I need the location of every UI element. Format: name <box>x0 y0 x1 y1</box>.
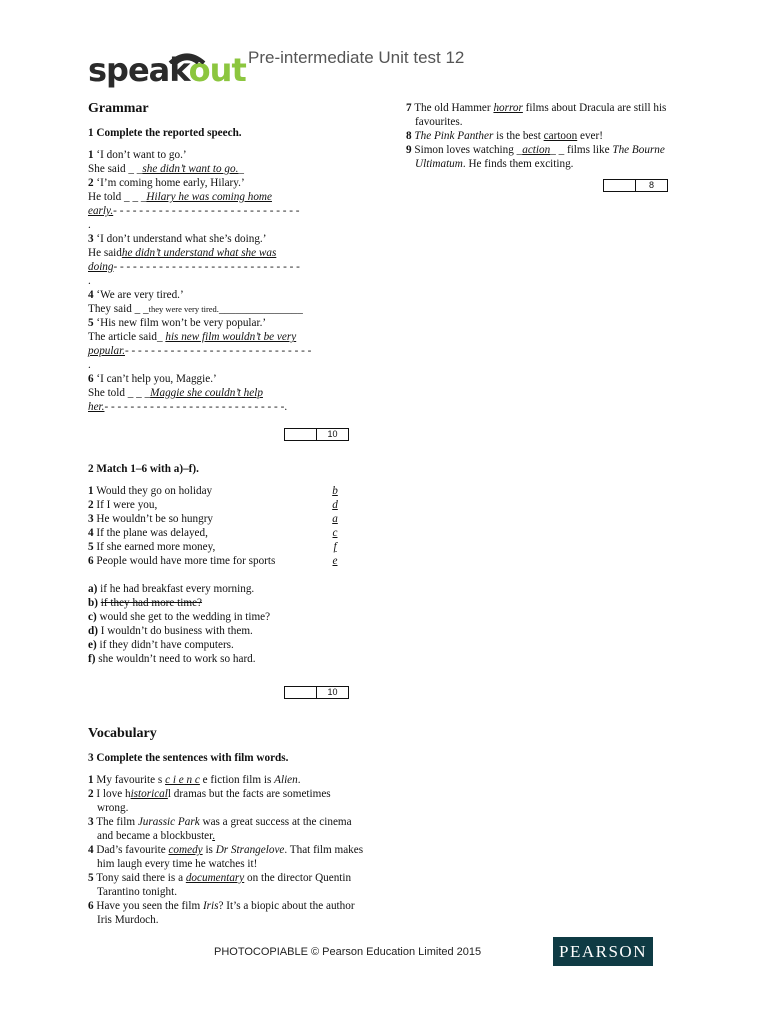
item2-quote: ‘I’m coming home early, Hilary.’ <box>96 177 245 189</box>
vocab-sentence-3: 3 The film Jurassic Park was a great success at the cinema and became a blockbuster. <box>88 816 352 842</box>
vocab-sentence-6: 6 Have you seen the film Iris? It’s a biopic about the author Iris Murdoch. <box>88 900 355 926</box>
vocab-sentence-7: 7 The old Hammer horror films about Dracula are still his favourites. <box>406 102 667 128</box>
exercise1-item-5: 5 ‘His new film won’t be very popular.’ The article said_ his new film wouldn’t be very popular.- - - - - - - - - - - - - - - - - - - - - - - - - - - - - . <box>88 317 312 371</box>
vocab-sentence-8: 8 The Pink Panther is the best cartoon ever! <box>406 130 603 142</box>
match-answer: c <box>332 527 338 539</box>
sound-waves-icon <box>162 44 212 64</box>
exercise2-score-box: 10 <box>284 686 349 699</box>
vocab-sentences-left <box>88 773 364 927</box>
item6-quote: ‘I can’t help you, Maggie.’ <box>96 373 217 385</box>
item1-answer: she didn’t want to go. <box>142 163 239 175</box>
exercise1-item-1: 1 ‘I don’t want to go.’ She said _ _she didn’t want to go._ <box>88 149 245 175</box>
copyright-notice: PHOTOCOPIABLE © Pearson Education Limited 2015 <box>214 946 482 958</box>
option-c: c) would she get to the wedding in time? <box>88 611 271 623</box>
item3-quote: ‘I don’t understand what she’s doing.’ <box>96 233 267 245</box>
exercise3-instruction: 3 Complete the sentences with film words. <box>88 752 289 764</box>
match-list <box>88 484 364 568</box>
option-e: e) if they didn’t have computers. <box>88 639 234 651</box>
exercise1-item-2: 2 ‘I’m coming home early, Hilary.’ He told _ _ _Hilary he was coming home early.- - - - - - - - - - - - - - - - - - - - - - - - - - - - - . <box>88 177 300 231</box>
match-answer: f <box>333 541 337 553</box>
match-options <box>88 582 364 666</box>
exercise1-item-6: 6 ‘I can’t help you, Maggie.’ She told _ _ _Maggie she couldn’t help her.- - - - - - - - - - - - - - - - - - - - - - - - - - - -. <box>88 373 288 413</box>
item1-quote: ‘I don’t want to go.’ <box>96 149 187 161</box>
match-item: 3 He wouldn’t be so hungry a <box>88 512 364 526</box>
item3-answer: he didn’t understand what she was <box>121 247 277 259</box>
item4-answer: they were very tired. <box>148 304 219 314</box>
exercise1-item-4: 4 ‘We are very tired.’ They said _ _they were very tired._______________ <box>88 289 303 315</box>
exercise1-instruction: 1 Complete the reported speech. <box>88 127 242 139</box>
option-d: d) I wouldn’t do business with them. <box>88 625 253 637</box>
page-title: Pre-intermediate Unit test 12 <box>248 48 465 67</box>
item5-answer: his new film wouldn’t be very <box>165 331 297 343</box>
match-answer: a <box>332 513 338 525</box>
option-f: f) she wouldn’t need to work so hard. <box>88 653 256 665</box>
speakout-logo <box>88 44 244 90</box>
match-answer: b <box>332 485 338 497</box>
exercise2-instruction: 2 Match 1–6 with a)–f). <box>88 463 199 475</box>
vocab-sentence-9: 9 Simon loves watching _action_ _ films like The Bourne Ultimatum. He finds them exciting. <box>406 144 665 170</box>
option-b: b) if they had more time? <box>88 597 203 609</box>
match-item: 1 Would they go on holiday b <box>88 484 364 498</box>
match-answer: d <box>332 499 338 511</box>
vocab-sentence-5: 5 Tony said there is a documentary on the director Quentin Tarantino tonight. <box>88 872 352 898</box>
item4-quote: ‘We are very tired.’ <box>96 289 184 301</box>
left-column <box>88 100 364 927</box>
item5-quote: ‘His new film won’t be very popular.’ <box>96 317 267 329</box>
vocabulary-heading: Vocabulary <box>88 726 157 741</box>
logo-wordmark: speakout <box>88 51 246 89</box>
exercise1-item-3: 3 ‘I don’t understand what she’s doing.’ He saidhe didn’t understand what she was doing- - - - - - - - - - - - - - - - - - - - - - - - - - - - - . <box>88 233 300 287</box>
match-item: 5 If she earned more money, f <box>88 540 364 554</box>
match-item: 4 If the plane was delayed, c <box>88 526 364 540</box>
match-item: 2 If I were you, d <box>88 498 364 512</box>
exercise1-score-box: 10 <box>284 428 349 441</box>
pearson-logo: PEARSON <box>553 937 653 966</box>
vocab-sentence-1: 1 My favourite s c i e n c e fiction film is Alien. <box>88 774 301 786</box>
match-item: 6 People would have more time for sports e <box>88 554 364 568</box>
item2-answer: Hilary he was coming home <box>146 191 272 203</box>
grammar-heading: Grammar <box>88 101 149 116</box>
option-a: a) if he had breakfast every morning. <box>88 583 255 595</box>
item6-answer: Maggie she couldn’t help <box>150 387 263 399</box>
exercise3-score-box: 8 <box>603 179 668 192</box>
right-column <box>406 101 672 192</box>
vocab-sentence-4: 4 Dad’s favourite comedy is Dr Strangelove. That film makes him laugh every time he watches it! <box>88 844 364 870</box>
match-answer: e <box>332 555 338 567</box>
vocab-sentence-2: 2 I love historicall dramas but the facts are sometimes wrong. <box>88 788 331 814</box>
